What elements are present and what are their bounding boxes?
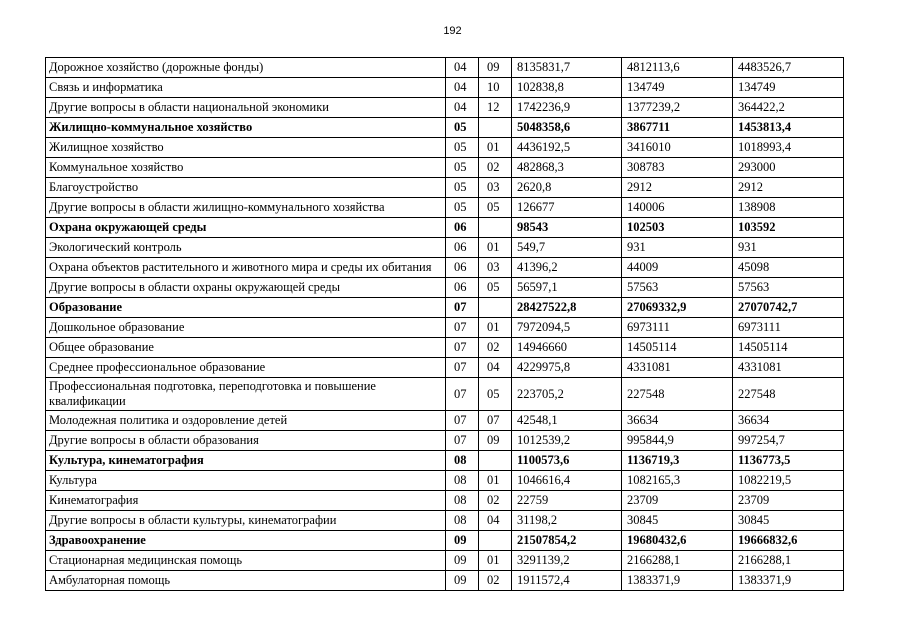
- amount-col-3: 23709: [733, 491, 844, 511]
- page-number: 192: [443, 25, 462, 37]
- subsection-code: 02: [479, 491, 512, 511]
- subsection-code: [479, 531, 512, 551]
- amount-col-2: 3416010: [622, 138, 733, 158]
- table-row: [46, 78, 844, 98]
- section-code: 08: [446, 491, 479, 511]
- amount-col-1: 98543: [512, 218, 622, 238]
- row-name: Дорожное хозяйство (дорожные фонды): [46, 58, 446, 78]
- amount-col-1: 21507854,2: [512, 531, 622, 551]
- subsection-code: 04: [479, 358, 512, 378]
- subsection-code: 09: [479, 431, 512, 451]
- amount-col-1: 126677: [512, 198, 622, 218]
- amount-col-2: 995844,9: [622, 431, 733, 451]
- section-code: 07: [446, 411, 479, 431]
- amount-col-2: 44009: [622, 258, 733, 278]
- table-row: [46, 198, 844, 218]
- row-name: Другие вопросы в области культуры, кинематографии: [46, 511, 446, 531]
- section-code: 09: [446, 531, 479, 551]
- amount-col-2: 931: [622, 238, 733, 258]
- amount-col-2: 27069332,9: [622, 298, 733, 318]
- amount-col-1: 4436192,5: [512, 138, 622, 158]
- row-name: Амбулаторная помощь: [46, 571, 446, 591]
- section-code: 07: [446, 298, 479, 318]
- row-name: Здравоохранение: [46, 531, 446, 551]
- amount-col-1: 1046616,4: [512, 471, 622, 491]
- row-name: Другие вопросы в области национальной экономики: [46, 98, 446, 118]
- amount-col-2: 4812113,6: [622, 58, 733, 78]
- section-code: 05: [446, 198, 479, 218]
- amount-col-3: 4331081: [733, 358, 844, 378]
- section-code: 07: [446, 358, 479, 378]
- amount-col-3: 45098: [733, 258, 844, 278]
- section-code: 08: [446, 451, 479, 471]
- section-code: 07: [446, 338, 479, 358]
- row-name: Экологический контроль: [46, 238, 446, 258]
- amount-col-2: 1136719,3: [622, 451, 733, 471]
- row-name: Молодежная политика и оздоровление детей: [46, 411, 446, 431]
- amount-col-1: 1911572,4: [512, 571, 622, 591]
- amount-col-2: 19680432,6: [622, 531, 733, 551]
- amount-col-1: 102838,8: [512, 78, 622, 98]
- amount-col-3: 30845: [733, 511, 844, 531]
- section-code: 05: [446, 138, 479, 158]
- table-row: [46, 278, 844, 298]
- budget-table: [45, 57, 844, 591]
- amount-col-3: 14505114: [733, 338, 844, 358]
- amount-col-2: 1377239,2: [622, 98, 733, 118]
- amount-col-3: 138908: [733, 198, 844, 218]
- row-name: Кинематография: [46, 491, 446, 511]
- table-row: [46, 298, 844, 318]
- subsection-code: 01: [479, 138, 512, 158]
- amount-col-2: 227548: [622, 378, 733, 411]
- amount-col-3: 1018993,4: [733, 138, 844, 158]
- subsection-code: 04: [479, 511, 512, 531]
- table-row: [46, 571, 844, 591]
- section-code: 07: [446, 378, 479, 411]
- amount-col-3: 997254,7: [733, 431, 844, 451]
- section-code: 04: [446, 98, 479, 118]
- amount-col-3: 1383371,9: [733, 571, 844, 591]
- amount-col-3: 1082219,5: [733, 471, 844, 491]
- row-name: Культура, кинематография: [46, 451, 446, 471]
- section-code: 07: [446, 318, 479, 338]
- table-row: [46, 451, 844, 471]
- subsection-code: 03: [479, 178, 512, 198]
- subsection-code: 01: [479, 238, 512, 258]
- subsection-code: 05: [479, 198, 512, 218]
- table-row: [46, 258, 844, 278]
- subsection-code: 01: [479, 318, 512, 338]
- row-name: Культура: [46, 471, 446, 491]
- amount-col-3: 27070742,7: [733, 298, 844, 318]
- row-name: Стационарная медицинская помощь: [46, 551, 446, 571]
- subsection-code: 07: [479, 411, 512, 431]
- amount-col-3: 2912: [733, 178, 844, 198]
- row-name: Профессиональная подготовка, переподготовка и повышение квалификации: [46, 378, 446, 411]
- section-code: 06: [446, 218, 479, 238]
- amount-col-1: 22759: [512, 491, 622, 511]
- amount-col-3: 293000: [733, 158, 844, 178]
- row-name: Общее образование: [46, 338, 446, 358]
- amount-col-2: 1383371,9: [622, 571, 733, 591]
- subsection-code: 12: [479, 98, 512, 118]
- table-row: [46, 471, 844, 491]
- amount-col-1: 1012539,2: [512, 431, 622, 451]
- subsection-code: [479, 451, 512, 471]
- section-code: 04: [446, 78, 479, 98]
- amount-col-2: 102503: [622, 218, 733, 238]
- amount-col-2: 2912: [622, 178, 733, 198]
- row-name: Охрана объектов растительного и животного мира и среды их обитания: [46, 258, 446, 278]
- amount-col-1: 8135831,7: [512, 58, 622, 78]
- subsection-code: 02: [479, 158, 512, 178]
- table-row: [46, 491, 844, 511]
- table-row: [46, 431, 844, 451]
- row-name: Другие вопросы в области образования: [46, 431, 446, 451]
- section-code: 08: [446, 471, 479, 491]
- amount-col-1: 3291139,2: [512, 551, 622, 571]
- row-name: Другие вопросы в области охраны окружающей среды: [46, 278, 446, 298]
- subsection-code: 01: [479, 471, 512, 491]
- subsection-code: [479, 218, 512, 238]
- section-code: 04: [446, 58, 479, 78]
- amount-col-1: 1742236,9: [512, 98, 622, 118]
- amount-col-3: 6973111: [733, 318, 844, 338]
- amount-col-3: 1136773,5: [733, 451, 844, 471]
- amount-col-3: 931: [733, 238, 844, 258]
- section-code: 09: [446, 551, 479, 571]
- amount-col-2: 140006: [622, 198, 733, 218]
- amount-col-1: 1100573,6: [512, 451, 622, 471]
- section-code: 07: [446, 431, 479, 451]
- amount-col-1: 28427522,8: [512, 298, 622, 318]
- amount-col-1: 14946660: [512, 338, 622, 358]
- table-row: [46, 158, 844, 178]
- table-row: [46, 98, 844, 118]
- row-name: Коммунальное хозяйство: [46, 158, 446, 178]
- amount-col-3: 2166288,1: [733, 551, 844, 571]
- amount-col-2: 4331081: [622, 358, 733, 378]
- amount-col-2: 6973111: [622, 318, 733, 338]
- table-row: [46, 238, 844, 258]
- table-row: [46, 411, 844, 431]
- row-name: Среднее профессиональное образование: [46, 358, 446, 378]
- row-name: Образование: [46, 298, 446, 318]
- subsection-code: 09: [479, 58, 512, 78]
- amount-col-1: 31198,2: [512, 511, 622, 531]
- section-code: 05: [446, 158, 479, 178]
- section-code: 08: [446, 511, 479, 531]
- amount-col-3: 364422,2: [733, 98, 844, 118]
- section-code: 06: [446, 278, 479, 298]
- table-row: [46, 118, 844, 138]
- amount-col-1: 7972094,5: [512, 318, 622, 338]
- table-row: [46, 218, 844, 238]
- amount-col-2: 57563: [622, 278, 733, 298]
- row-name: Другие вопросы в области жилищно-коммунального хозяйства: [46, 198, 446, 218]
- table-row: [46, 358, 844, 378]
- table-row: [46, 58, 844, 78]
- amount-col-2: 134749: [622, 78, 733, 98]
- amount-col-2: 23709: [622, 491, 733, 511]
- amount-col-3: 227548: [733, 378, 844, 411]
- amount-col-2: 3867711: [622, 118, 733, 138]
- amount-col-1: 41396,2: [512, 258, 622, 278]
- subsection-code: 02: [479, 571, 512, 591]
- subsection-code: 10: [479, 78, 512, 98]
- subsection-code: [479, 118, 512, 138]
- table-row: [46, 551, 844, 571]
- amount-col-3: 134749: [733, 78, 844, 98]
- amount-col-2: 36634: [622, 411, 733, 431]
- amount-col-2: 14505114: [622, 338, 733, 358]
- section-code: 06: [446, 238, 479, 258]
- amount-col-3: 4483526,7: [733, 58, 844, 78]
- section-code: 09: [446, 571, 479, 591]
- amount-col-1: 56597,1: [512, 278, 622, 298]
- subsection-code: 01: [479, 551, 512, 571]
- amount-col-1: 549,7: [512, 238, 622, 258]
- table-row: [46, 138, 844, 158]
- amount-col-2: 2166288,1: [622, 551, 733, 571]
- row-name: Охрана окружающей среды: [46, 218, 446, 238]
- subsection-code: 05: [479, 378, 512, 411]
- section-code: 06: [446, 258, 479, 278]
- amount-col-3: 19666832,6: [733, 531, 844, 551]
- amount-col-3: 103592: [733, 218, 844, 238]
- table-row: [46, 378, 844, 411]
- row-name: Дошкольное образование: [46, 318, 446, 338]
- table-row: [46, 338, 844, 358]
- amount-col-3: 36634: [733, 411, 844, 431]
- amount-col-3: 1453813,4: [733, 118, 844, 138]
- amount-col-2: 30845: [622, 511, 733, 531]
- amount-col-2: 308783: [622, 158, 733, 178]
- amount-col-1: 4229975,8: [512, 358, 622, 378]
- amount-col-1: 2620,8: [512, 178, 622, 198]
- table-row: [46, 511, 844, 531]
- table-row: [46, 531, 844, 551]
- table-row: [46, 318, 844, 338]
- amount-col-1: 482868,3: [512, 158, 622, 178]
- row-name: Жилищно-коммунальное хозяйство: [46, 118, 446, 138]
- row-name: Благоустройство: [46, 178, 446, 198]
- subsection-code: 03: [479, 258, 512, 278]
- amount-col-3: 57563: [733, 278, 844, 298]
- row-name: Жилищное хозяйство: [46, 138, 446, 158]
- section-code: 05: [446, 118, 479, 138]
- amount-col-1: 5048358,6: [512, 118, 622, 138]
- subsection-code: 02: [479, 338, 512, 358]
- amount-col-1: 42548,1: [512, 411, 622, 431]
- row-name: Связь и информатика: [46, 78, 446, 98]
- section-code: 05: [446, 178, 479, 198]
- subsection-code: 05: [479, 278, 512, 298]
- subsection-code: [479, 298, 512, 318]
- amount-col-1: 223705,2: [512, 378, 622, 411]
- table-row: [46, 178, 844, 198]
- amount-col-2: 1082165,3: [622, 471, 733, 491]
